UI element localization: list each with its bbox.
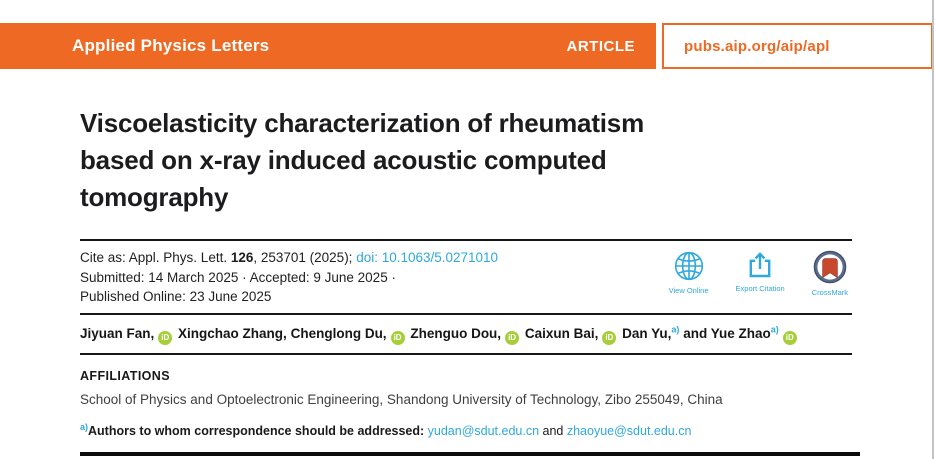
note-superscript: a): [80, 421, 89, 432]
author-name: Xingchao Zhang,: [178, 325, 287, 341]
crossmark-button[interactable]: [812, 250, 848, 297]
page-right-edge: [932, 0, 934, 459]
article-title: [80, 105, 860, 216]
title-line-2: based on x-ray induced acoustic computed: [80, 145, 607, 175]
article-type-label: ARTICLE: [566, 37, 635, 55]
email-link-2[interactable]: zhaoyue@sdut.edu.cn: [566, 423, 692, 438]
correspondence-text: Authors to whom correspondence should be addressed:: [88, 423, 428, 438]
affiliation-text: School of Physics and Optoelectronic Engineering, Shandong University of Technology, Zibo 255049, China: [80, 391, 723, 407]
view-online-button[interactable]: [669, 250, 709, 297]
submitted-accepted-line: Submitted: 14 March 2025 · Accepted: 9 June 2025 ·: [80, 269, 396, 285]
export-citation-button[interactable]: [736, 250, 785, 297]
export-citation-label: Export Citation: [735, 284, 785, 293]
doi-link[interactable]: doi: 10.1063/5.0271010: [356, 250, 499, 265]
citation-lines: [80, 248, 498, 307]
author-name: Chenglong Du,: [290, 325, 387, 341]
volume-number: 126: [230, 250, 254, 265]
globe-icon: [673, 250, 705, 282]
orcid-icon[interactable]: iD: [783, 331, 797, 345]
published-online-line: Published Online: 23 June 2025: [80, 289, 272, 304]
crossmark-icon: [813, 250, 847, 284]
author-superscript: a): [770, 324, 779, 334]
correspondence-note: [80, 421, 860, 438]
view-online-label: View Online: [668, 286, 709, 295]
article-content: [80, 69, 860, 456]
author-superscript: a): [671, 324, 680, 334]
author-name: and Yue Zhao$^{a)}$: [683, 324, 779, 341]
export-icon: [745, 250, 775, 280]
orcid-icon[interactable]: iD: [602, 331, 616, 345]
cite-as-line: [80, 248, 498, 268]
crossmark-label: CrossMark: [811, 288, 848, 297]
title-line-3: tomography: [80, 182, 229, 212]
conjunction-text: and: [539, 423, 567, 438]
author-name: Dan Yu,$^{a)}$: [622, 324, 680, 341]
author-list: [80, 315, 852, 355]
author-name: Jiyuan Fan,: [80, 325, 155, 341]
author-name: Caixun Bai,: [524, 325, 599, 341]
affiliations-heading: AFFILIATIONS: [80, 368, 170, 383]
title-line-1: Viscoelasticity characterization of rheumatism: [80, 108, 644, 138]
author-name: Zhenguo Dou,: [410, 325, 502, 341]
citation-block: [80, 239, 852, 315]
email-link-1[interactable]: yudan@sdut.edu.cn: [427, 423, 540, 438]
journal-url-box[interactable]: [662, 23, 933, 69]
cite-suffix: , 253701 (2025);: [253, 250, 357, 265]
journal-url[interactable]: pubs.aip.org/aip/apl: [684, 37, 830, 55]
journal-name: Applied Physics Letters: [72, 36, 270, 55]
journal-masthead-bar: [0, 23, 656, 69]
orcid-icon[interactable]: iD: [158, 331, 172, 345]
action-icons: [669, 248, 852, 297]
orcid-icon[interactable]: iD: [391, 331, 405, 345]
orcid-icon[interactable]: iD: [505, 331, 519, 345]
section-divider-bar: [80, 452, 860, 456]
cite-prefix: Cite as: Appl. Phys. Lett.: [80, 250, 231, 265]
